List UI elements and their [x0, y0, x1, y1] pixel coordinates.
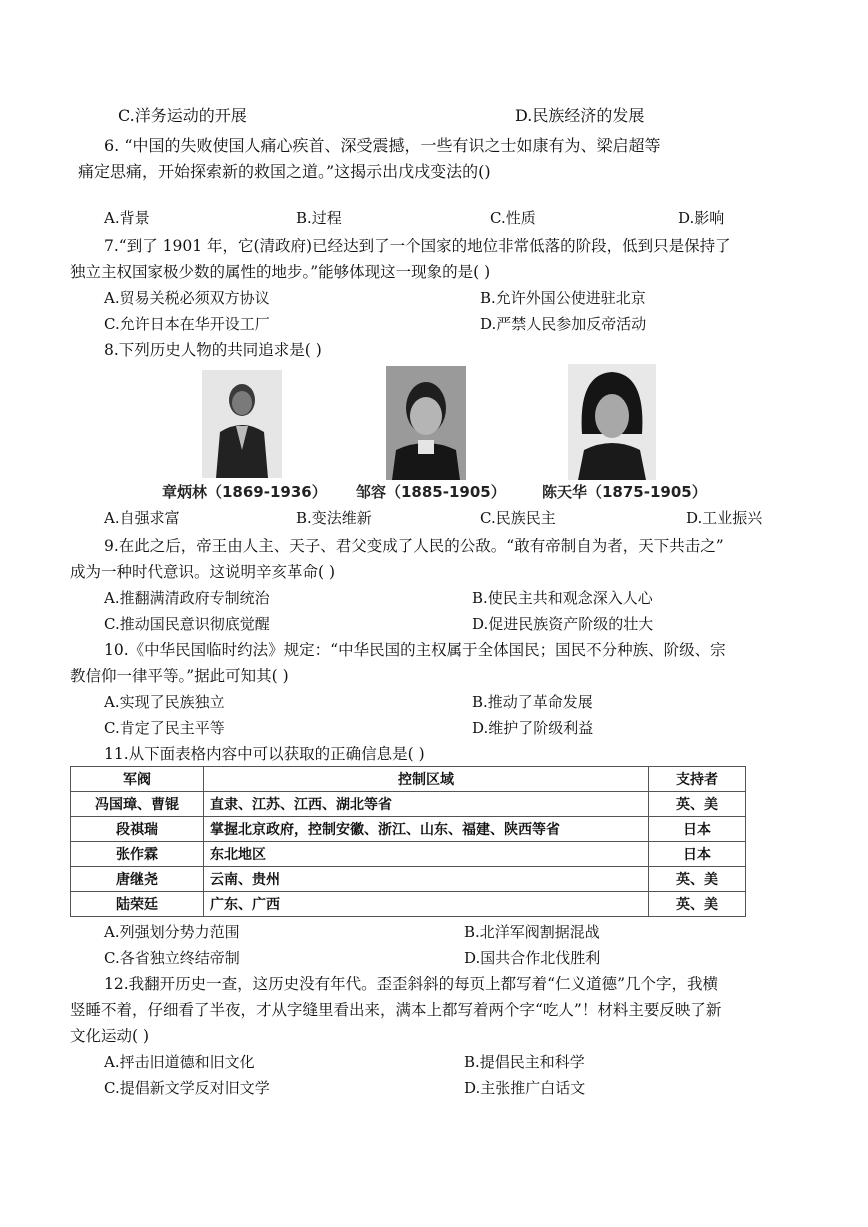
table-row	[71, 892, 746, 917]
q7-option-d: D.严禁人民参加反帝活动	[480, 315, 647, 333]
table-cell: 英、美	[649, 792, 746, 817]
q6-option-c: C.性质	[490, 209, 536, 227]
warlord-table	[70, 766, 746, 917]
table-header-cell: 支持者	[649, 767, 746, 792]
q12-stem-line2: 竖睡不着，仔细看了半夜，才从字缝里看出来，满本上都写着两个字“吃人”！材料主要反映了新	[70, 1001, 722, 1019]
caption-chen-tianhua: 陈天华（1875-1905）	[542, 483, 707, 501]
q6-option-b: B.过程	[296, 209, 342, 227]
table-cell: 日本	[649, 842, 746, 867]
q6-stem-line1: 6. “中国的失败使国人痛心疾首、深受震撼，一些有识之士如康有为、梁启超等	[104, 136, 661, 155]
table-cell: 英、美	[649, 892, 746, 917]
q8-option-c: C.民族民主	[480, 509, 556, 527]
table-header-row	[71, 767, 746, 792]
table-cell: 段祺瑞	[71, 817, 204, 842]
q6-option-a: A.背景	[104, 209, 150, 227]
table-row	[71, 817, 746, 842]
q5-option-c: C.洋务运动的开展	[118, 106, 247, 125]
q7-option-c: C.允许日本在华开设工厂	[104, 315, 270, 333]
q8-option-d: D.工业振兴	[686, 509, 763, 527]
q7-stem-line2: 独立主权国家极少数的属性的地步。”能够体现这一现象的是( )	[70, 263, 491, 281]
table-cell: 直隶、江苏、江西、湖北等省	[204, 792, 649, 817]
q5-option-d: D.民族经济的发展	[515, 106, 645, 125]
q12-stem-line3: 文化运动( )	[70, 1027, 150, 1045]
q10-option-d: D.维护了阶级利益	[472, 719, 594, 737]
q12-option-a: A.抨击旧道德和旧文化	[104, 1053, 255, 1071]
q11-option-a: A.列强划分势力范围	[104, 923, 240, 941]
q9-option-d: D.促进民族资产阶级的壮大	[472, 615, 654, 633]
table-cell: 掌握北京政府，控制安徽、浙江、山东、福建、陕西等省	[204, 817, 649, 842]
q9-stem-line1: 9.在此之后，帝王由人主、天子、君父变成了人民的公敌。“敢有帝制自为者，天下共击之”	[104, 537, 724, 555]
table-cell: 英、美	[649, 867, 746, 892]
caption-zhang-binglin: 章炳林（1869-1936）	[162, 483, 327, 501]
q12-option-d: D.主张推广白话文	[464, 1079, 586, 1097]
table-cell: 陆荣廷	[71, 892, 204, 917]
q7-option-b: B.允许外国公使进驻北京	[480, 289, 646, 307]
q12-stem-line1: 12.我翻开历史一查，这历史没有年代。歪歪斜斜的每页上都写着“仁义道德”几个字，我横	[104, 975, 719, 993]
q8-option-b: B.变法维新	[296, 509, 372, 527]
q10-stem-line1: 10.《中华民国临时约法》规定：“中华民国的主权属于全体国民；国民不分种族、阶级、宗	[104, 641, 726, 659]
q6-option-d: D.影响	[678, 209, 725, 227]
q9-option-b: B.使民主共和观念深入人心	[472, 589, 653, 607]
q10-option-b: B.推动了革命发展	[472, 693, 593, 711]
q8-option-a: A.自强求富	[104, 509, 180, 527]
table-cell: 张作霖	[71, 842, 204, 867]
table-row	[71, 792, 746, 817]
q9-stem-line2: 成为一种时代意识。这说明辛亥革命( )	[70, 563, 336, 581]
q11-option-b: B.北洋军阀割据混战	[464, 923, 600, 941]
q7-option-a: A.贸易关税必须双方协议	[104, 289, 270, 307]
q9-option-a: A.推翻满清政府专制统治	[104, 589, 270, 607]
q10-option-c: C.肯定了民主平等	[104, 719, 225, 737]
q10-stem-line2: 教信仰一律平等。”据此可知其( )	[70, 667, 289, 685]
table-cell: 日本	[649, 817, 746, 842]
table-cell: 东北地区	[204, 842, 649, 867]
table-header-cell: 控制区域	[204, 767, 649, 792]
portrait-zhang-binglin	[202, 370, 282, 478]
table-cell: 云南、贵州	[204, 867, 649, 892]
caption-zou-rong: 邹容（1885-1905）	[356, 483, 506, 501]
q9-option-c: C.推动国民意识彻底觉醒	[104, 615, 270, 633]
portrait-chen-tianhua	[568, 364, 656, 480]
q12-option-c: C.提倡新文学反对旧文学	[104, 1079, 270, 1097]
table-cell: 唐继尧	[71, 867, 204, 892]
table-row	[71, 867, 746, 892]
q11-stem: 11.从下面表格内容中可以获取的正确信息是( )	[104, 745, 425, 763]
table-cell: 广东、广西	[204, 892, 649, 917]
portrait-zou-rong	[386, 366, 466, 480]
q7-stem-line1: 7.“到了 1901 年，它(清政府)已经达到了一个国家的地位非常低落的阶段，低到只是保持了	[104, 237, 731, 255]
table-row	[71, 842, 746, 867]
q6-stem-line2: 痛定思痛，开始探索新的救国之道。”这揭示出戊戌变法的()	[78, 162, 491, 181]
q8-stem: 8.下列历史人物的共同追求是( )	[104, 341, 322, 359]
table-cell: 冯国璋、曹锟	[71, 792, 204, 817]
q10-option-a: A.实现了民族独立	[104, 693, 225, 711]
q11-option-d: D.国共合作北伐胜利	[464, 949, 601, 967]
q11-option-c: C.各省独立终结帝制	[104, 949, 240, 967]
q12-option-b: B.提倡民主和科学	[464, 1053, 585, 1071]
table-header-cell: 军阀	[71, 767, 204, 792]
